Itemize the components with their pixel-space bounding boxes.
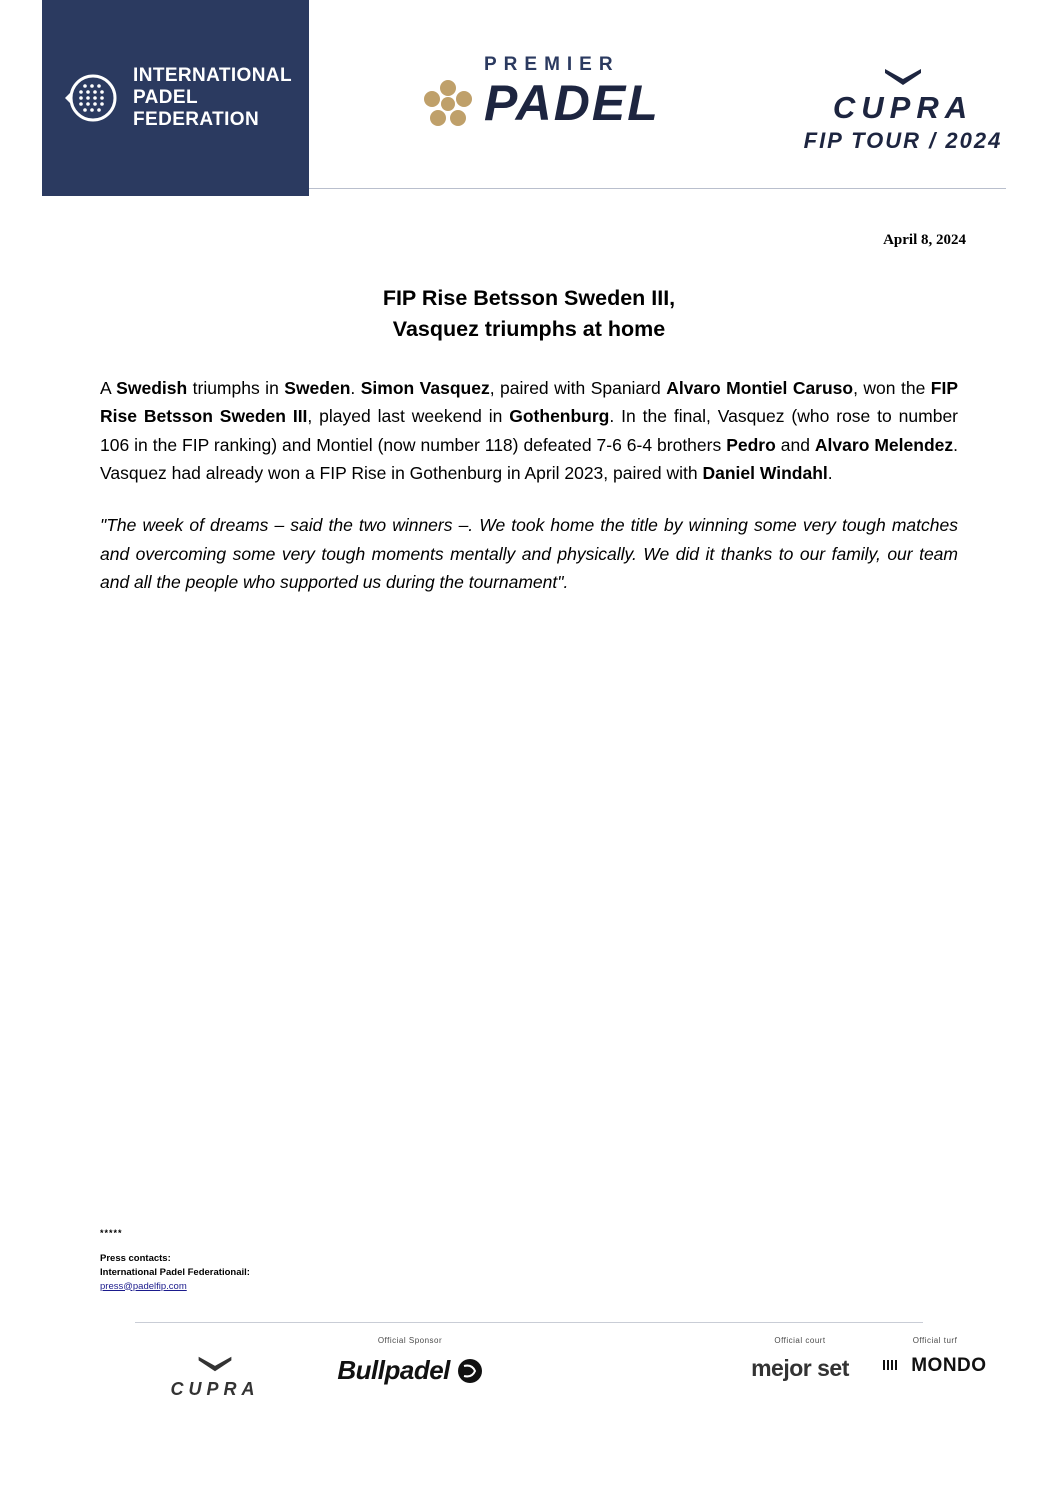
text-bold: Gothenburg (509, 406, 610, 427)
cupra-emblem-icon (881, 66, 925, 88)
cupra-tour-text: FIP TOUR / 2024 (803, 128, 1003, 153)
text-run: . (350, 378, 361, 398)
press-contacts-mail-label: ail: (236, 1266, 250, 1278)
bullpadel-icon (457, 1355, 483, 1385)
text-run: . Vasquez had already won a FIP Rise in Gothenburg in April 2023, paired with (100, 434, 958, 484)
text-bold: Swedish (116, 378, 188, 398)
cupra-emblem-icon (145, 1354, 285, 1379)
cupra-brand-text: CUPRA (832, 90, 974, 125)
text-run: . In the final, Vasquez (who rose to number 106 in the FIP ranking) and Montiel (now number 118) defeated 7-6 6-4 brothers (100, 406, 959, 455)
document-date: April 8, 2024 (883, 232, 966, 248)
press-contacts-org: International Padel Federation (100, 1266, 237, 1278)
ipf-logo (42, 0, 309, 196)
sponsor-bullpadel-name (300, 1355, 520, 1386)
text-bold: Sweden (284, 378, 351, 398)
text-run: and (775, 434, 815, 455)
article-body (100, 374, 958, 596)
paragraph-main (100, 374, 958, 487)
press-contacts-org-line (100, 1266, 250, 1280)
premier-logo-bottom: PADEL (484, 75, 660, 131)
premier-flower-icon (420, 76, 476, 132)
page-title-line1: FIP Rise Betsson Sweden III, (382, 286, 676, 310)
ipf-logo-line1: INTERNATIONAL (133, 65, 292, 87)
cupra-fip-tour-logo (798, 66, 1008, 154)
sponsor-cupra-name: CUPRA (170, 1379, 260, 1399)
sponsor-mondo-label: Official turf (912, 1336, 958, 1345)
paragraph-quote: "The week of dreams – said the two winners –. We took home the title by winning some very tough matches and overcoming some very tough moments mentally and physically. We did it thanks to our family, our team and all the people who supported us during the tournament". (100, 515, 958, 593)
ipf-logo-line3: FEDERATION (133, 108, 260, 130)
ipf-logo-line2: PADEL (133, 87, 198, 109)
premier-padel-logo (400, 54, 700, 144)
sponsor-bullpadel (300, 1336, 520, 1386)
text-bold: Pedro (726, 434, 776, 455)
mondo-icon (883, 1355, 911, 1376)
text-bold: Alvaro Montiel Caruso (666, 378, 854, 398)
sponsor-bar (135, 1330, 987, 1420)
text-run: , played last weekend in (307, 406, 510, 427)
press-contacts-label: Press contacts: (100, 1253, 171, 1264)
sponsor-cupra (145, 1354, 285, 1400)
text-run: triumphs in (187, 378, 285, 398)
text-run: , won the (853, 378, 931, 398)
sponsor-mondo-name (855, 1355, 1015, 1377)
text-bold: Simon Vasquez (360, 378, 490, 398)
text-bold: FIP Rise Betsson Sweden III (100, 378, 958, 427)
page-title (0, 283, 1058, 345)
text-run: . (827, 463, 833, 484)
page-title-line2: Vasquez triumphs at home (392, 317, 666, 342)
text-run: , paired with Spaniard (489, 378, 667, 398)
sponsor-bullpadel-label: Official Sponsor (377, 1336, 443, 1345)
sponsor-bullpadel-text: Bullpadel (337, 1355, 450, 1385)
sponsor-mejorset-label: Official court (774, 1336, 826, 1345)
press-contacts (100, 1252, 250, 1293)
sponsor-mejorset (725, 1336, 875, 1382)
premier-logo-top: PREMIER (484, 54, 620, 75)
sponsor-mondo-text: MONDO (911, 1355, 987, 1376)
header-divider (309, 188, 1006, 189)
press-contacts-email[interactable]: press@padelfip.com (100, 1280, 187, 1292)
sponsor-mondo (855, 1336, 1015, 1377)
padel-ball-icon (59, 67, 121, 129)
text-bold: Alvaro Melendez (814, 434, 954, 455)
text-bold: Daniel Windahl (702, 463, 828, 484)
document-header (0, 0, 1058, 196)
footer-divider (135, 1322, 923, 1323)
text-run: A (100, 378, 117, 398)
separator-stars: ***** (100, 1228, 123, 1238)
sponsor-mejorset-name: mejor set (751, 1355, 849, 1381)
